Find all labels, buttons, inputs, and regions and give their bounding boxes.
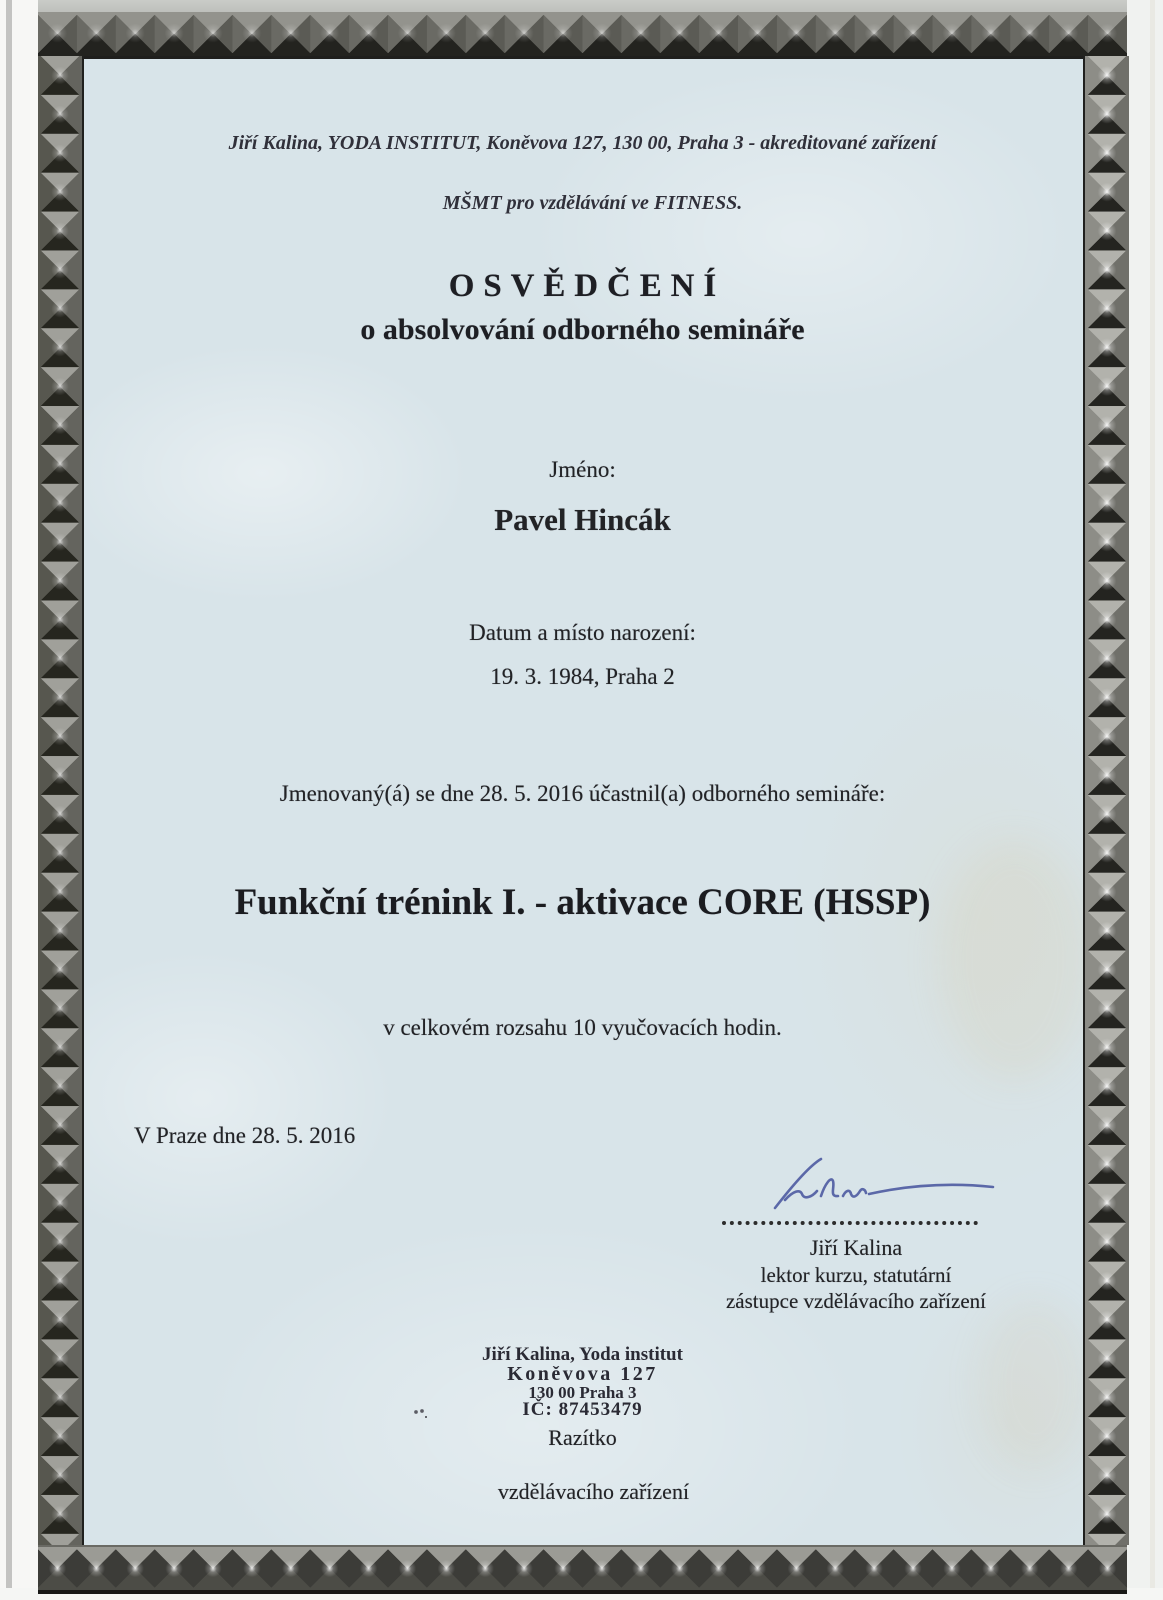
pyramid-stud-border-left [38, 56, 84, 1545]
signatory-role-line2: zástupce vzdělávacího zařízení [725, 1289, 986, 1313]
scanner-top-edge [0, 0, 1163, 12]
signature-dotted-line [722, 1199, 978, 1225]
rubber-stamp [82, 1344, 1083, 1419]
stamp-smudge-artifact [413, 1408, 429, 1419]
scanner-left-line-artifact [6, 0, 12, 1600]
paper-stain-artifact [940, 840, 1090, 1080]
pyramid-stud-border-right [1083, 56, 1129, 1545]
issuer-header [82, 128, 1083, 218]
stamp-line1: Jiří Kalina, Yoda institut [482, 1344, 683, 1365]
scanner-right-streak-artifact [1150, 0, 1155, 1600]
certificate-subtitle: o absolvování odborného semináře [360, 313, 805, 346]
place-date-line: V Praze dne 28. 5. 2016 [134, 1123, 356, 1148]
signatory-role-line1: lektor kurzu, statutární [760, 1263, 952, 1287]
certificate-title: OSVĚDČENÍ [448, 268, 726, 304]
name-label: Jméno: [549, 457, 616, 482]
stamp-caption-line2: vzdělávacího zařízení [497, 1479, 690, 1504]
issuer-header-line1: Jiří Kalina, YODA INSTITUT, Koněvova 127, 130 00, Praha 3 - akreditované zařízení [228, 132, 937, 154]
stamp-line2: Koněvova 127 [507, 1363, 658, 1385]
scan-right-margin [1127, 0, 1163, 1600]
attendance-line: Jmenovaný(á) se dne 28. 5. 2016 účastnil(a) odborného semináře: [279, 781, 886, 806]
stamp-line3: 130 00 Praha 3 [528, 1383, 637, 1402]
stamp-caption [82, 1424, 1083, 1505]
birth-label: Datum a místo narození: [469, 620, 696, 645]
seminar-title: Funkční trénink I. - aktivace CORE (HSSP) [234, 882, 931, 923]
holder-name: Pavel Hincák [494, 502, 671, 537]
pyramid-stud-border-top [38, 12, 1127, 59]
signatory-name: Jiří Kalina [809, 1235, 903, 1260]
issuer-header-line2: MŠMT pro vzdělávání ve FITNESS. [442, 192, 743, 214]
signatory-block [700, 1233, 1012, 1314]
stamp-caption-line1: Razítko [548, 1425, 617, 1450]
pyramid-stud-border-bottom [38, 1545, 1127, 1594]
stamp-line4: IČ: 87453479 [522, 1399, 643, 1420]
duration-line: v celkovém rozsahu 10 vyučovacích hodin. [383, 1015, 782, 1040]
birth-value: 19. 3. 1984, Praha 2 [490, 664, 675, 689]
